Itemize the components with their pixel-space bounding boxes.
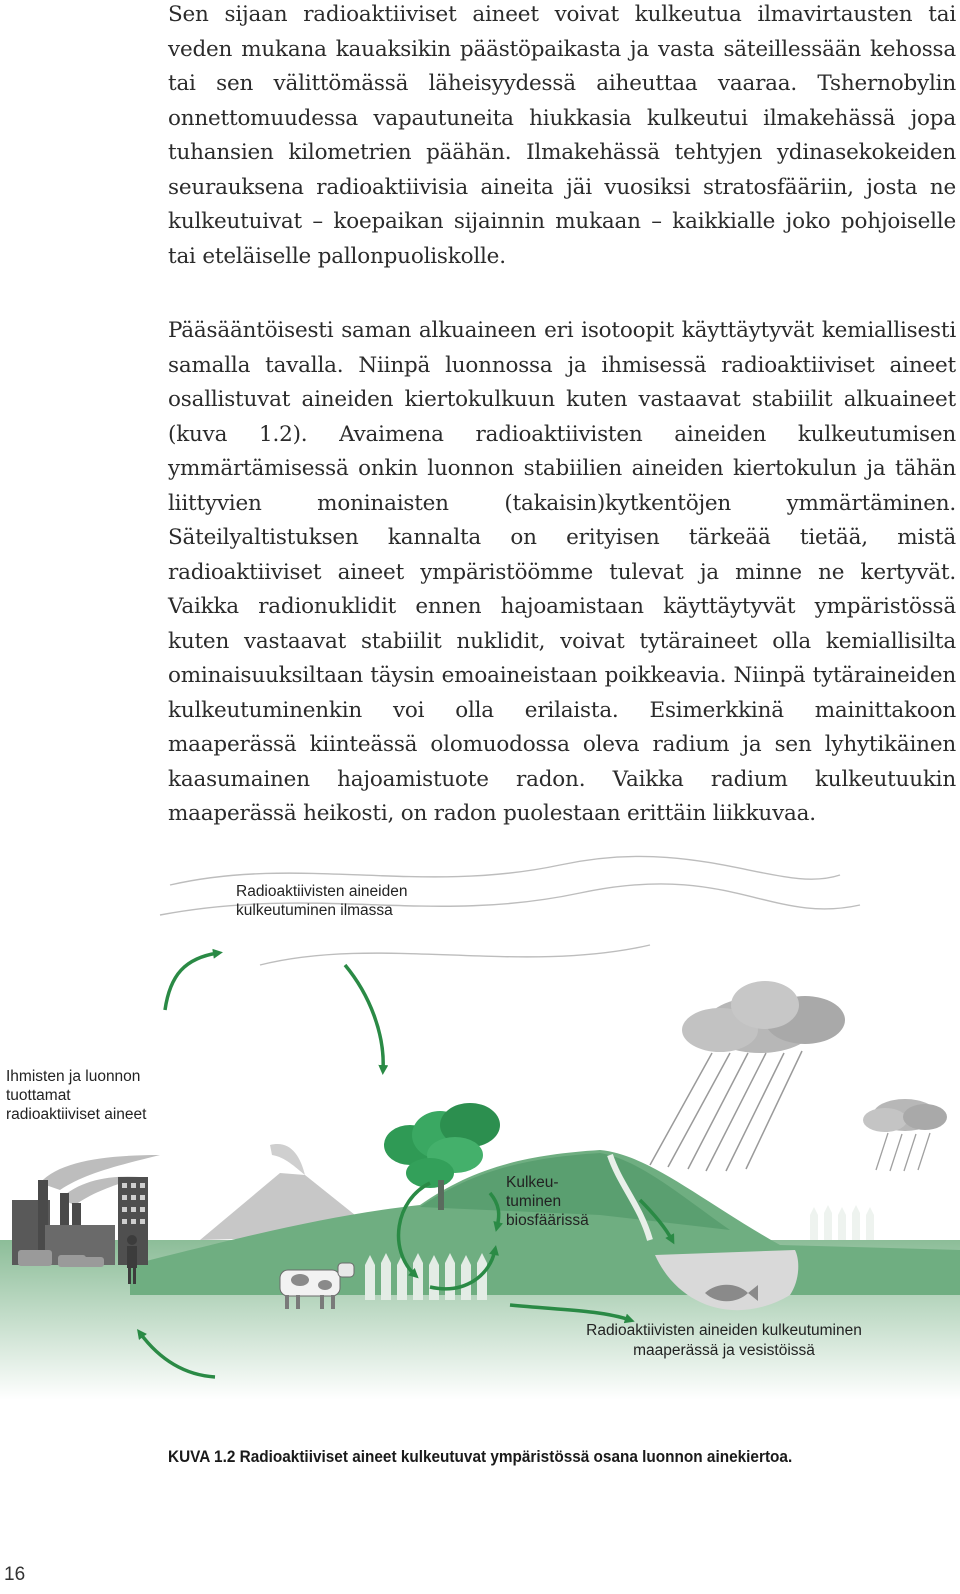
page-number: 16	[4, 1564, 26, 1585]
arrow-down-icon	[345, 965, 383, 1070]
svg-text:Ihmisten ja luonnon: Ihmisten ja luonnon	[6, 1068, 141, 1085]
svg-text:biosfäärissä: biosfäärissä	[506, 1212, 589, 1229]
figure-caption	[168, 1448, 893, 1467]
body-paragraph-1: Sen sijaan radioaktiiviset aineet voivat kulkeutua ilmavirtausten tai veden mukana kauaksikin päästöpaikasta ja vasta säteillessään kehossa tai sen välittömässä läheisyydessä aiheuttaa vaaraa. Tshernobylin onnettomuudessa vapautuneita hiukkasia kulkeutui ilmakehässä jopa tuhansien kilometrien päähän. Ilmakehässä tehtyjen ydinasekokeiden seurauksena radioaktiivisia aineita jäi vuosiksi stratosfääriin, josta ne kulkeutuivat – koepaikan sijainnin mukaan – kaikkialle joko pohjoiselle tai eteläiselle pallonpuoliskolle.	[168, 2, 956, 269]
svg-text:tuminen: tuminen	[506, 1193, 562, 1210]
svg-text:Radioaktiivisten aineiden: Radioaktiivisten aineiden	[236, 883, 408, 900]
body-paragraph-2: Pääsääntöisesti saman alkuaineen eri isotoopit käyttäytyvät kemiallisesti samalla tavalla. Niinpä luonnossa ja ihmisessä radioaktiiviset aineet osallistuvat aineiden kiertokulkuun kuten vastaavat stabiilit alkuaineet (kuva 1.2). Avaimena radioaktiivisten aineiden kulkeutumisen ymmärtämisessä onkin luonnon stabiilien aineiden kiertokulun ja tähän liittyvien moninaisten (takaisin)kytkentöjen ymmärtäminen. Säteilyaltistuksen kannalta on erityisen tärkeää tietää, mistä radioaktiiviset aineet ympäristöömme tulevat ja minne ne kertyvät. Vaikka radionuklidit ennen hajoamistaan käyttäytyvät ympäristössä kuten vastaavat stabiilit nuklidit, voivat tytäraineet olla kemiallisilta ominaisuuksiltaan täysin emoaineistaan poikkeavia. Niinpä tytäraineiden kulkeutuminenkin voi olla erilaista. Esimerkkinä mainittakoon maaperässä kiinteässä olomuodossa oleva radium ja sen lyhytikäinen kaasumainen hajoamistuote radon. Vaikka radium kulkeutuukin maaperässä heikosti, on radon puolestaan erittäin liikkuvaa.	[168, 318, 956, 826]
cycle-diagram	[0, 855, 960, 1425]
sources-label	[6, 1068, 147, 1123]
arrow-up-icon	[165, 953, 218, 1010]
svg-text:Kulkeu-: Kulkeu-	[506, 1174, 559, 1191]
svg-text:maaperässä ja vesistöissä: maaperässä ja vesistöissä	[633, 1342, 815, 1359]
air-label	[236, 883, 407, 919]
caption-text: Radioaktiiviset aineet kulkeutuvat ympäristössä osana luonnon ainekiertoa.	[235, 1448, 793, 1466]
svg-text:Radioaktiivisten aineiden kulk: Radioaktiivisten aineiden kulkeutuminen	[586, 1322, 862, 1339]
grain-field-right-icon	[810, 1205, 874, 1240]
svg-text:radioaktiiviset aineet: radioaktiiviset aineet	[6, 1106, 147, 1123]
rain-cloud-icon	[650, 981, 845, 1171]
svg-text:tuottamat: tuottamat	[6, 1087, 71, 1104]
small-cloud-icon	[863, 1099, 947, 1171]
svg-text:kulkeutuminen ilmassa: kulkeutuminen ilmassa	[236, 902, 393, 919]
biosphere-label	[500, 1170, 620, 1240]
caption-label: KUVA 1.2	[168, 1448, 236, 1466]
